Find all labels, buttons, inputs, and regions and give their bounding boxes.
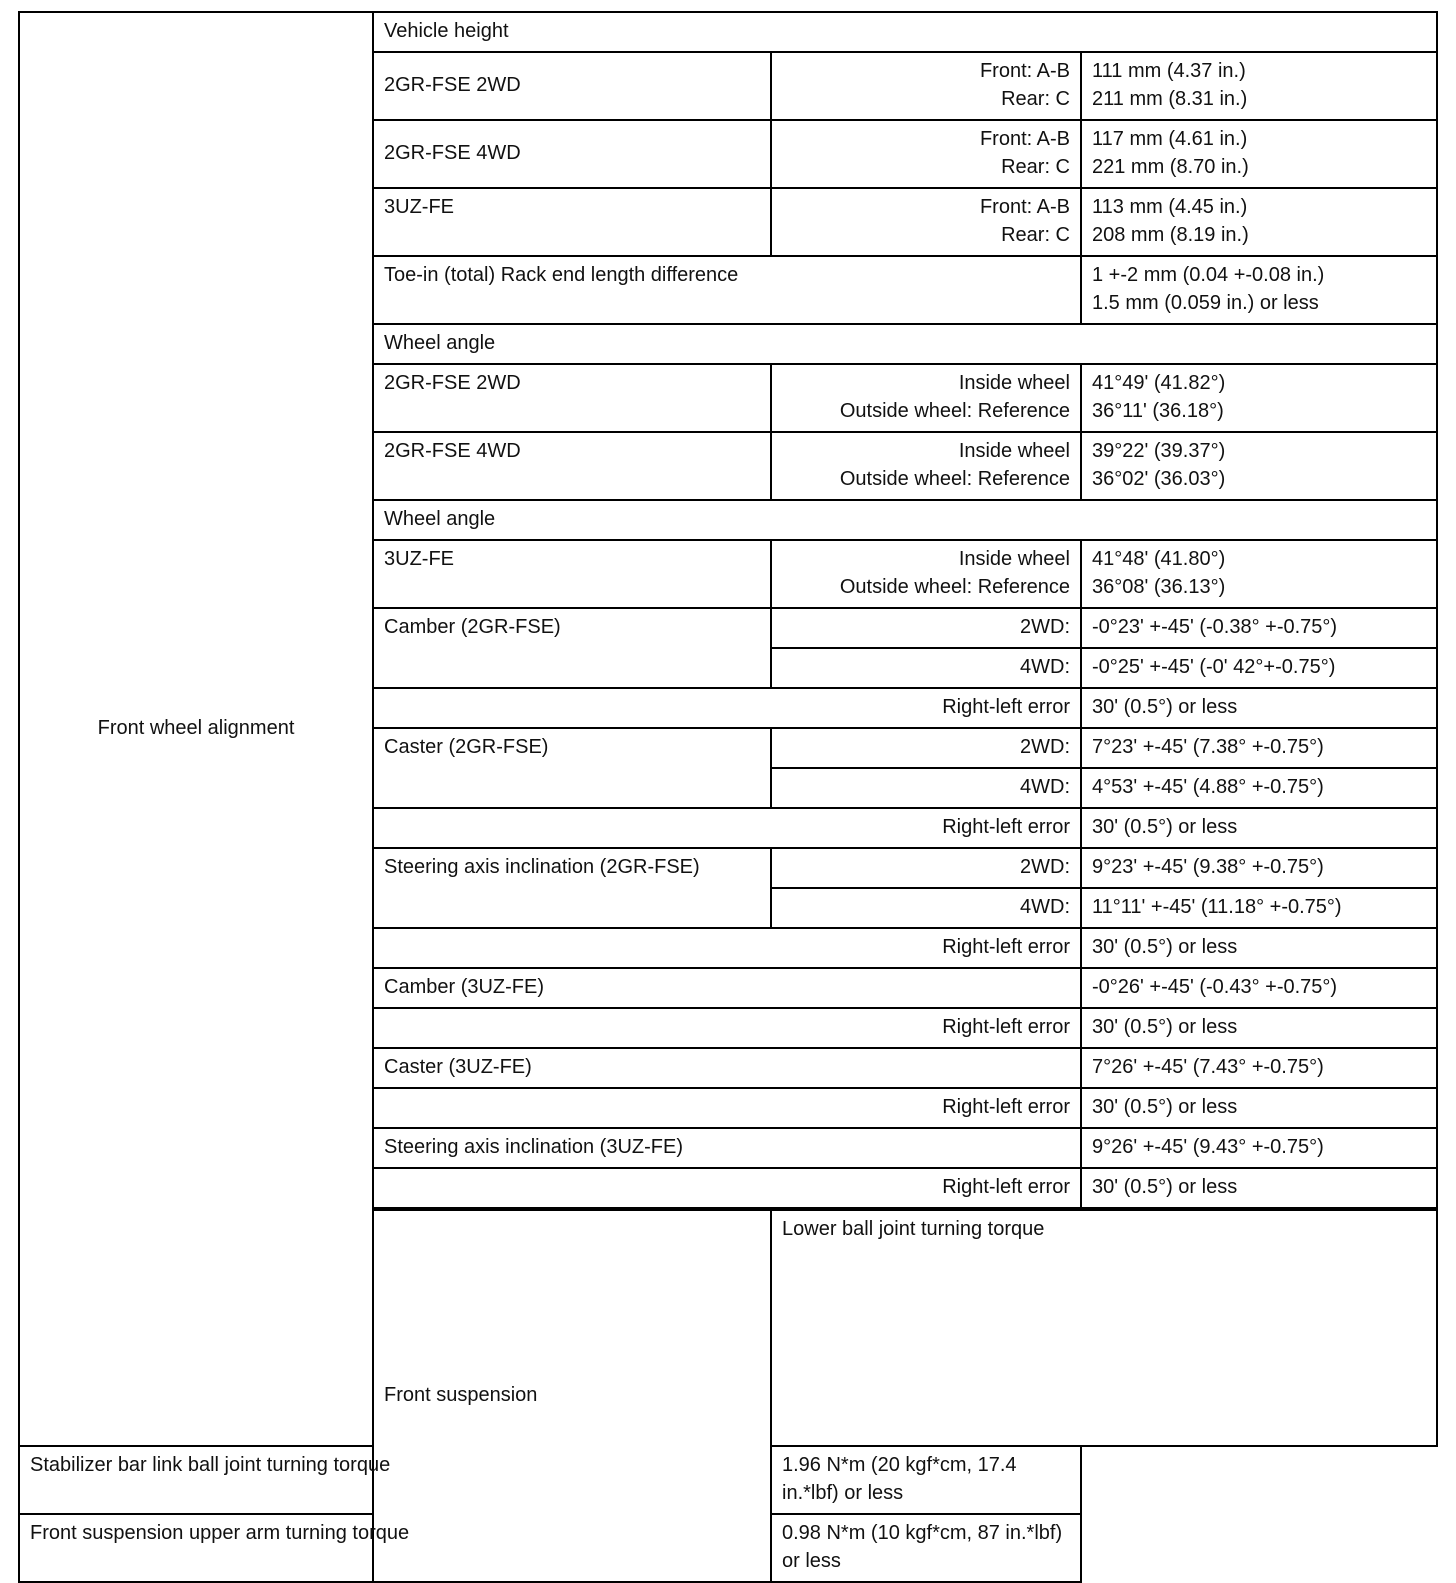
wd2-value: -0°23' +-45' (-0.38° +-0.75°) xyxy=(1081,608,1437,648)
suspension-value: 0.98 N*m (10 kgf*cm, 87 in.*lbf) or less xyxy=(771,1514,1081,1582)
section-front-suspension: Front suspension xyxy=(373,1210,771,1582)
wd4-value: 4°53' +-45' (4.88° +-0.75°) xyxy=(1081,768,1437,808)
right-left-error-value: 30' (0.5°) or less xyxy=(1081,1168,1437,1208)
value-cell: 117 mm (4.61 in.) 221 mm (8.70 in.) xyxy=(1081,120,1437,188)
sai-3uz-label: Steering axis inclination (3UZ-FE) xyxy=(373,1128,1081,1168)
value-cell: 39°22' (39.37°) 36°02' (36.03°) xyxy=(1081,432,1437,500)
model-cell: 2GR-FSE 4WD xyxy=(373,120,771,188)
caster-3uz-value: 7°26' +-45' (7.43° +-0.75°) xyxy=(1081,1048,1437,1088)
suspension-label: Lower ball joint turning torque xyxy=(771,1210,1437,1446)
sai-2gr-label: Steering axis inclination (2GR-FSE) xyxy=(373,848,771,928)
wd4-value: -0°25' +-45' (-0' 42°+-0.75°) xyxy=(1081,648,1437,688)
condition-cell: Inside wheel Outside wheel: Reference xyxy=(771,540,1081,608)
value-cell: 111 mm (4.37 in.) 211 mm (8.31 in.) xyxy=(1081,52,1437,120)
camber-3uz-value: -0°26' +-45' (-0.43° +-0.75°) xyxy=(1081,968,1437,1008)
value-cell: 41°48' (41.80°) 36°08' (36.13°) xyxy=(1081,540,1437,608)
wd2-label: 2WD: xyxy=(771,848,1081,888)
right-left-error-value: 30' (0.5°) or less xyxy=(1081,1088,1437,1128)
toe-in-label: Toe-in (total) Rack end length difference xyxy=(373,256,1081,324)
table-row xyxy=(19,1446,1437,1514)
model-cell: 2GR-FSE 2WD xyxy=(373,364,771,432)
model-cell: 2GR-FSE 2WD xyxy=(373,52,771,120)
suspension-value: 1.96 N*m (20 kgf*cm, 17.4 in.*lbf) or less xyxy=(771,1446,1081,1514)
wd4-label: 4WD: xyxy=(771,888,1081,928)
camber-2gr-label: Camber (2GR-FSE) xyxy=(373,608,771,688)
wd4-value: 11°11' +-45' (11.18° +-0.75°) xyxy=(1081,888,1437,928)
wd4-label: 4WD: xyxy=(771,648,1081,688)
wheel-angle-header: Wheel angle xyxy=(373,500,1437,540)
right-left-error-label: Right-left error xyxy=(373,808,1081,848)
condition-cell: Front: A-B Rear: C xyxy=(771,188,1081,256)
wd4-label: 4WD: xyxy=(771,768,1081,808)
wheel-angle-header: Wheel angle xyxy=(373,324,1437,364)
sai-3uz-value: 9°26' +-45' (9.43° +-0.75°) xyxy=(1081,1128,1437,1168)
model-cell: 2GR-FSE 4WD xyxy=(373,432,771,500)
condition-cell: Front: A-B Rear: C xyxy=(771,120,1081,188)
right-left-error-value: 30' (0.5°) or less xyxy=(1081,1008,1437,1048)
caster-2gr-label: Caster (2GR-FSE) xyxy=(373,728,771,808)
right-left-error-label: Right-left error xyxy=(373,1008,1081,1048)
table-row xyxy=(19,1514,1437,1582)
right-left-error-label: Right-left error xyxy=(373,688,1081,728)
right-left-error-value: 30' (0.5°) or less xyxy=(1081,688,1437,728)
vehicle-height-header: Vehicle height xyxy=(373,12,1437,52)
wd2-value: 7°23' +-45' (7.38° +-0.75°) xyxy=(1081,728,1437,768)
right-left-error-value: 30' (0.5°) or less xyxy=(1081,808,1437,848)
model-cell: 3UZ-FE xyxy=(373,188,771,256)
toe-in-value: 1 +-2 mm (0.04 +-0.08 in.) 1.5 mm (0.059 in.) or less xyxy=(1081,256,1437,324)
right-left-error-label: Right-left error xyxy=(373,1088,1081,1128)
spec-table xyxy=(18,11,1438,1583)
condition-cell: Inside wheel Outside wheel: Reference xyxy=(771,432,1081,500)
value-cell: 41°49' (41.82°) 36°11' (36.18°) xyxy=(1081,364,1437,432)
caster-3uz-label: Caster (3UZ-FE) xyxy=(373,1048,1081,1088)
right-left-error-value: 30' (0.5°) or less xyxy=(1081,928,1437,968)
suspension-label: Front suspension upper arm turning torque xyxy=(19,1514,771,1582)
camber-3uz-label: Camber (3UZ-FE) xyxy=(373,968,1081,1008)
right-left-error-label: Right-left error xyxy=(373,1168,1081,1208)
suspension-label: Stabilizer bar link ball joint turning torque xyxy=(19,1446,771,1514)
model-cell: 3UZ-FE xyxy=(373,540,771,608)
right-left-error-label: Right-left error xyxy=(373,928,1081,968)
wd2-label: 2WD: xyxy=(771,728,1081,768)
table-row xyxy=(19,12,1437,52)
value-cell: 113 mm (4.45 in.) 208 mm (8.19 in.) xyxy=(1081,188,1437,256)
wd2-value: 9°23' +-45' (9.38° +-0.75°) xyxy=(1081,848,1437,888)
condition-cell: Front: A-B Rear: C xyxy=(771,52,1081,120)
wd2-label: 2WD: xyxy=(771,608,1081,648)
section-front-wheel-alignment: Front wheel alignment xyxy=(19,12,373,1446)
condition-cell: Inside wheel Outside wheel: Reference xyxy=(771,364,1081,432)
